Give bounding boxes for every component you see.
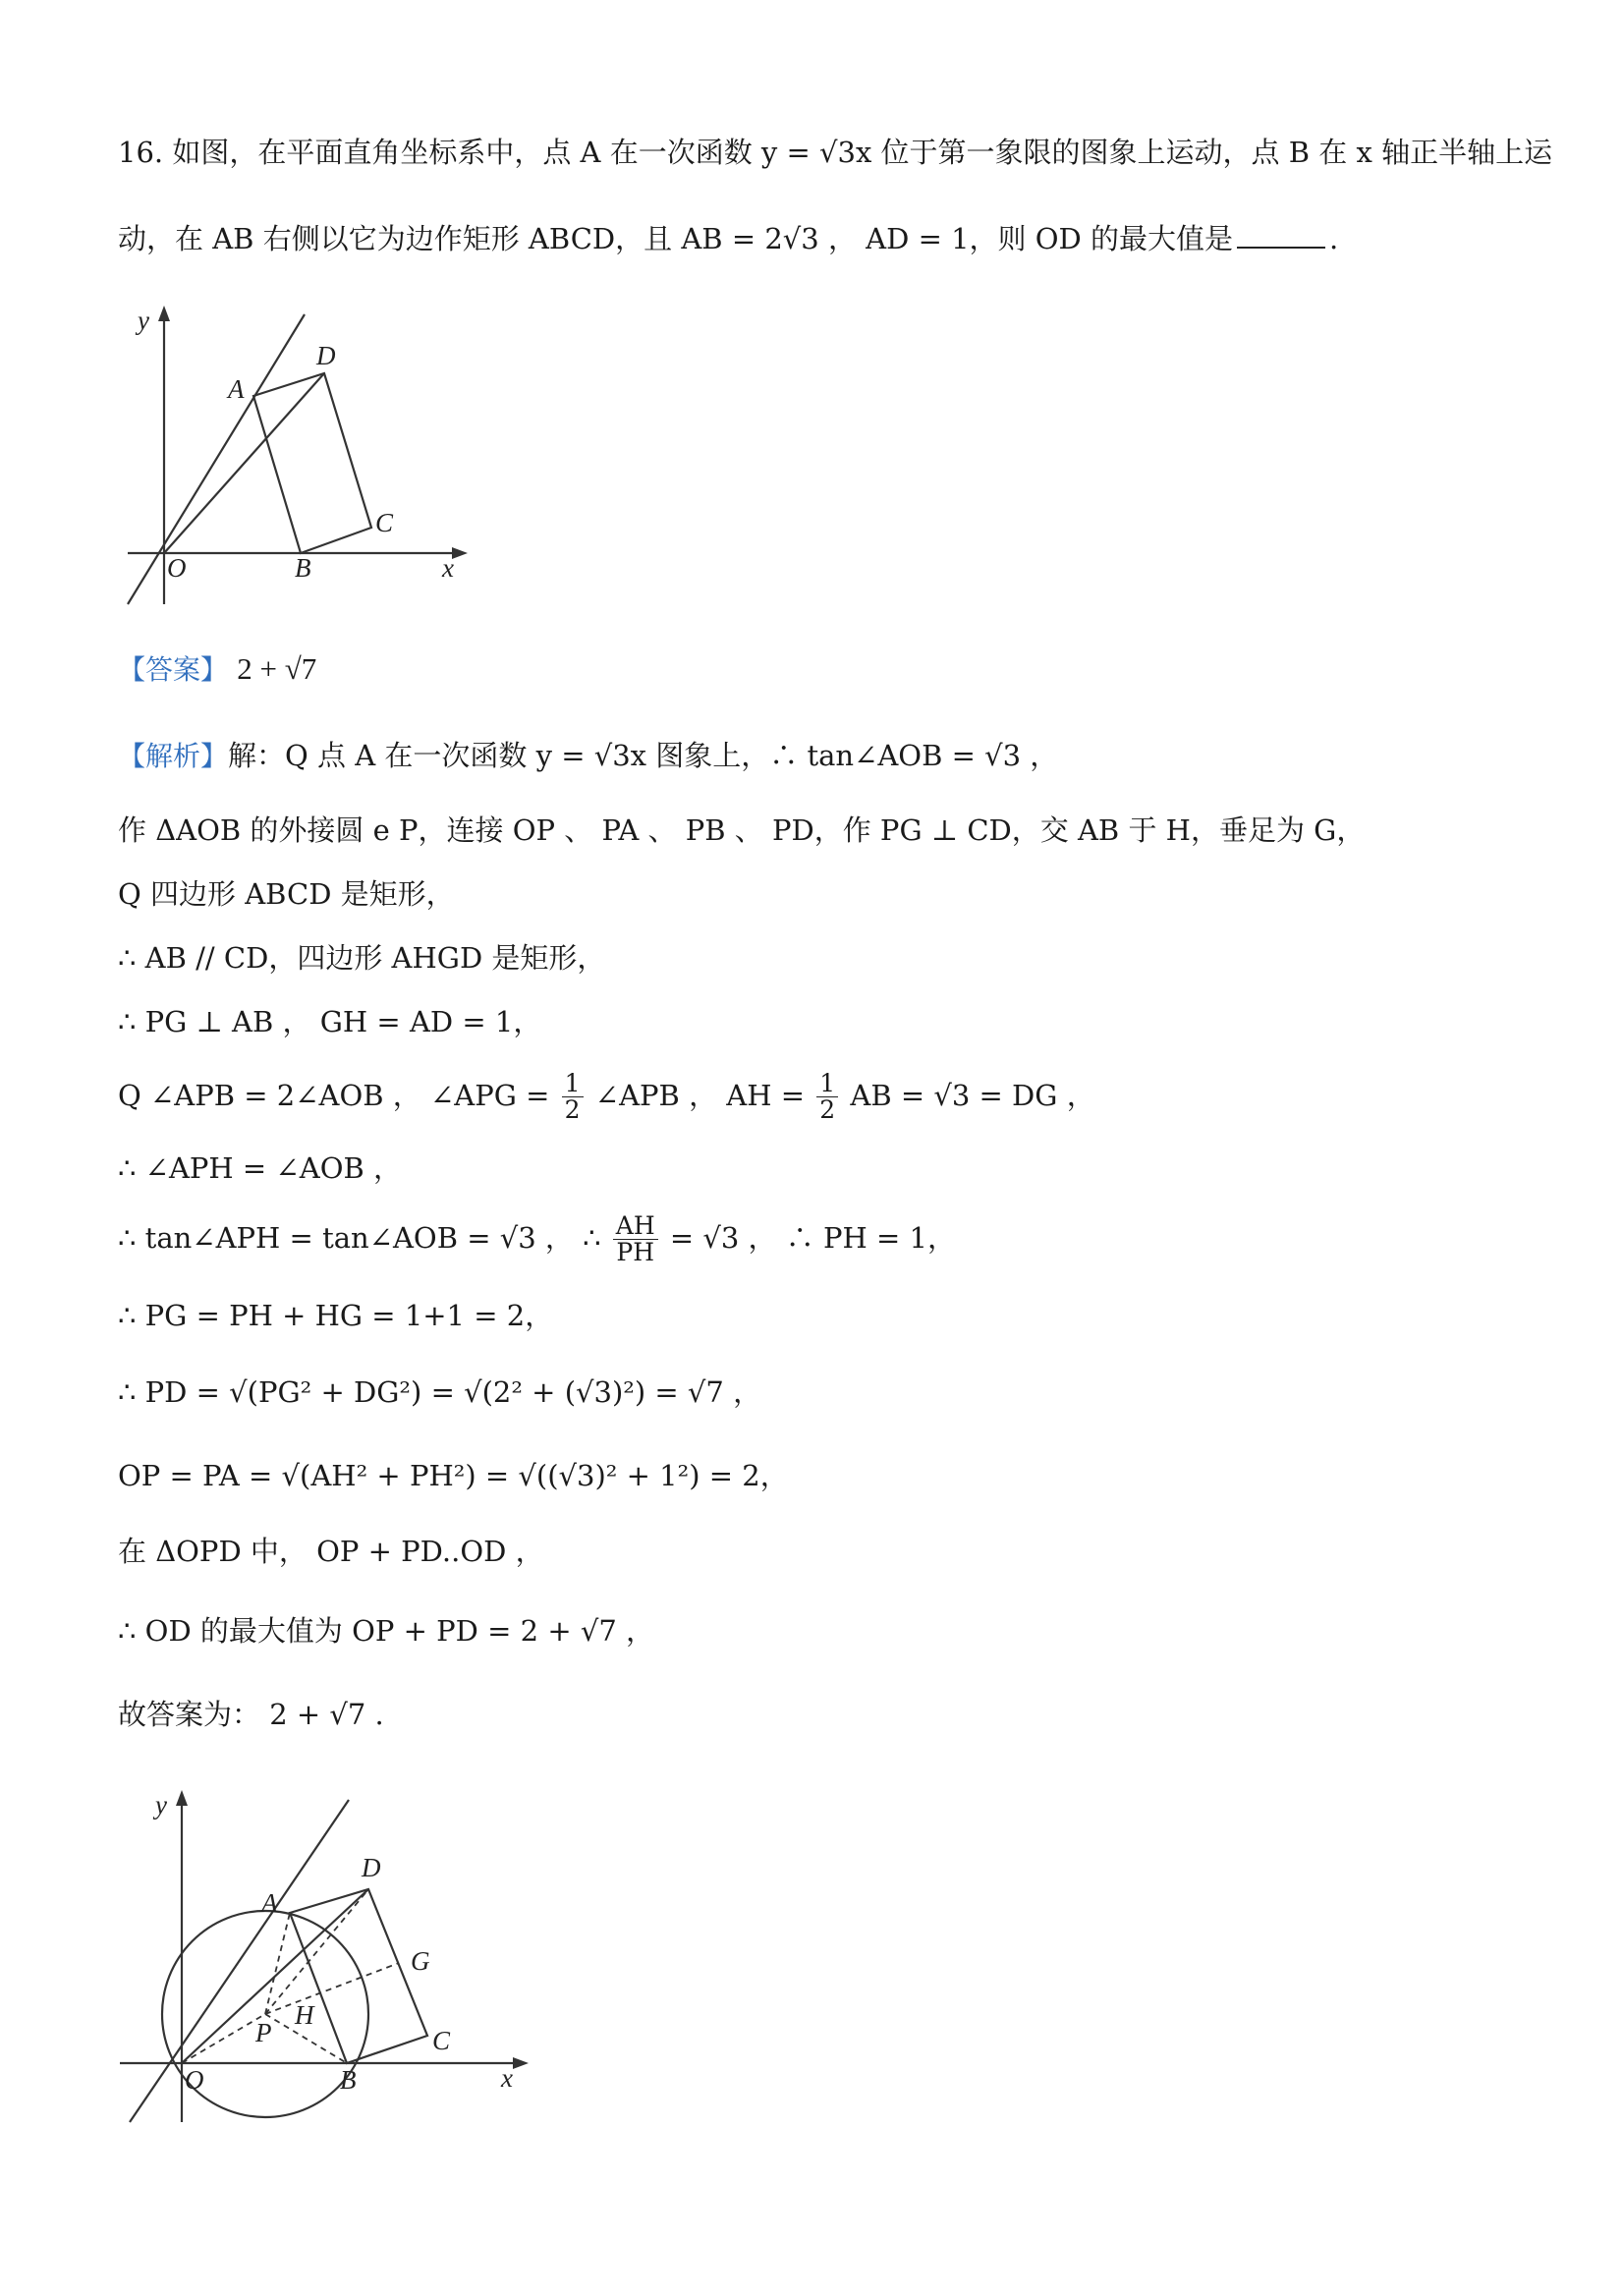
answer-blank xyxy=(1237,225,1325,249)
fig2-label-g: G xyxy=(411,1946,430,1976)
fig1-label-a: A xyxy=(228,374,245,404)
analysis-line-opd: 在 ΔOPD 中， OP + PD..OD ， xyxy=(118,1535,544,1568)
question-line-2-text: 动，在 AB 右侧以它为边作矩形 ABCD，且 AB = 2√3 ， AD = 1，则 OD 的最大值是 xyxy=(118,222,1234,255)
fig2-label-a: A xyxy=(261,1888,278,1918)
frac1-den: 2 xyxy=(564,1095,581,1125)
x-axis-arrow-icon xyxy=(513,2057,529,2069)
question-line-2-end: . xyxy=(1329,222,1339,255)
fraction-half-2 xyxy=(816,1071,838,1124)
frac2-num: 1 xyxy=(816,1071,838,1097)
fig1-label-y: y xyxy=(138,306,149,335)
answer-tag: 【答案】 xyxy=(118,653,229,686)
angle-part-a: Q ∠APB = 2∠AOB ， ∠APG = xyxy=(118,1078,550,1112)
analysis-line-1 xyxy=(118,739,1058,773)
analysis-line-equal: ∴ ∠APH = ∠AOB ， xyxy=(118,1151,402,1185)
frac2-den: 2 xyxy=(819,1095,836,1125)
tan-tail: = √3 ， ∴ PH = 1， xyxy=(669,1220,956,1255)
rectangle-abcd xyxy=(253,373,371,553)
analysis-line-pd: ∴ PD = √(PG² + DG²) = √(2² + (√3)²) = √7 ， xyxy=(118,1375,762,1409)
answer-line xyxy=(118,650,316,687)
fig1-label-b: B xyxy=(295,553,311,583)
frac-ph: PH xyxy=(616,1238,655,1267)
fig1-label-x: x xyxy=(442,553,454,583)
fig2-label-d: D xyxy=(362,1853,381,1882)
fig2-label-c: C xyxy=(432,2026,451,2055)
frac-ah: AH xyxy=(613,1213,658,1240)
fraction-half-1 xyxy=(562,1071,584,1124)
analysis-line-2: 作 ΔAOB 的外接圆 e P，连接 OP 、 PA 、 PB 、 PD，作 PG ⊥ CD，交 AB 于 H，垂足为 G， xyxy=(118,813,1366,847)
x-axis-arrow-icon xyxy=(452,547,468,559)
fig2-label-p: P xyxy=(255,2018,272,2047)
segment-pa xyxy=(265,1913,290,2014)
segment-od xyxy=(164,373,324,553)
figure-1 xyxy=(108,300,481,614)
analysis-line-op: OP = PA = √(AH² + PH²) = √((√3)² + 1²) = 2， xyxy=(118,1459,789,1492)
fig2-label-h: H xyxy=(295,2000,314,2030)
fig2-label-b: B xyxy=(340,2065,357,2095)
analysis-line-5: ∴ PG ⊥ AB ， GH = AD = 1， xyxy=(118,1005,542,1038)
line-y-sqrt3x xyxy=(128,314,305,604)
fig1-label-c: C xyxy=(375,508,394,537)
question-line-2 xyxy=(118,222,1338,256)
rectangle-abcd xyxy=(290,1889,427,2063)
fig2-label-x: x xyxy=(501,2063,513,2093)
angle-part-c: AB = √3 = DG ， xyxy=(850,1078,1095,1112)
y-axis-arrow-icon xyxy=(158,306,170,321)
fig2-label-y: y xyxy=(155,1790,167,1820)
answer-value: 2 + √7 xyxy=(237,651,317,686)
segment-op xyxy=(182,2014,265,2063)
analysis-line-3: Q 四边形 ABCD 是矩形， xyxy=(118,877,455,911)
analysis-line-4: ∴ AB // CD，四边形 AHGD 是矩形， xyxy=(118,941,606,975)
angle-part-b: ∠APB ， AH = xyxy=(594,1078,806,1112)
analysis-line-angle xyxy=(118,1071,1095,1124)
y-axis-arrow-icon xyxy=(176,1790,188,1806)
analysis-line-max: ∴ OD 的最大值为 OP + PD = 2 + √7 ， xyxy=(118,1614,654,1648)
line-y-sqrt3x xyxy=(130,1800,349,2122)
fraction-ah-ph xyxy=(613,1213,658,1266)
fig1-label-d: D xyxy=(316,341,336,370)
question-line-1: 16. 如图，在平面直角坐标系中，点 A 在一次函数 y = √3x 位于第一象限的图象上运动，点 B 在 x 轴正半轴上运 xyxy=(118,136,1553,169)
analysis-tag: 【解析】 xyxy=(118,740,229,772)
figure-2 xyxy=(108,1778,550,2132)
analysis-line-tan xyxy=(118,1213,956,1266)
analysis-line-final: 故答案为： 2 + √7 . xyxy=(118,1698,384,1731)
frac1-num: 1 xyxy=(562,1071,584,1097)
fig2-label-o: O xyxy=(185,2065,204,2095)
analysis-line-1-text: 解：Q 点 A 在一次函数 y = √3x 图象上，∴ tan∠AOB = √3 ， xyxy=(228,739,1059,772)
analysis-line-pg: ∴ PG = PH + HG = 1+1 = 2， xyxy=(118,1299,554,1332)
tan-part: ∴ tan∠APH = tan∠AOB = √3 ， ∴ xyxy=(118,1220,601,1255)
segment-pd xyxy=(265,1889,368,2014)
fig1-label-o: O xyxy=(167,553,187,583)
